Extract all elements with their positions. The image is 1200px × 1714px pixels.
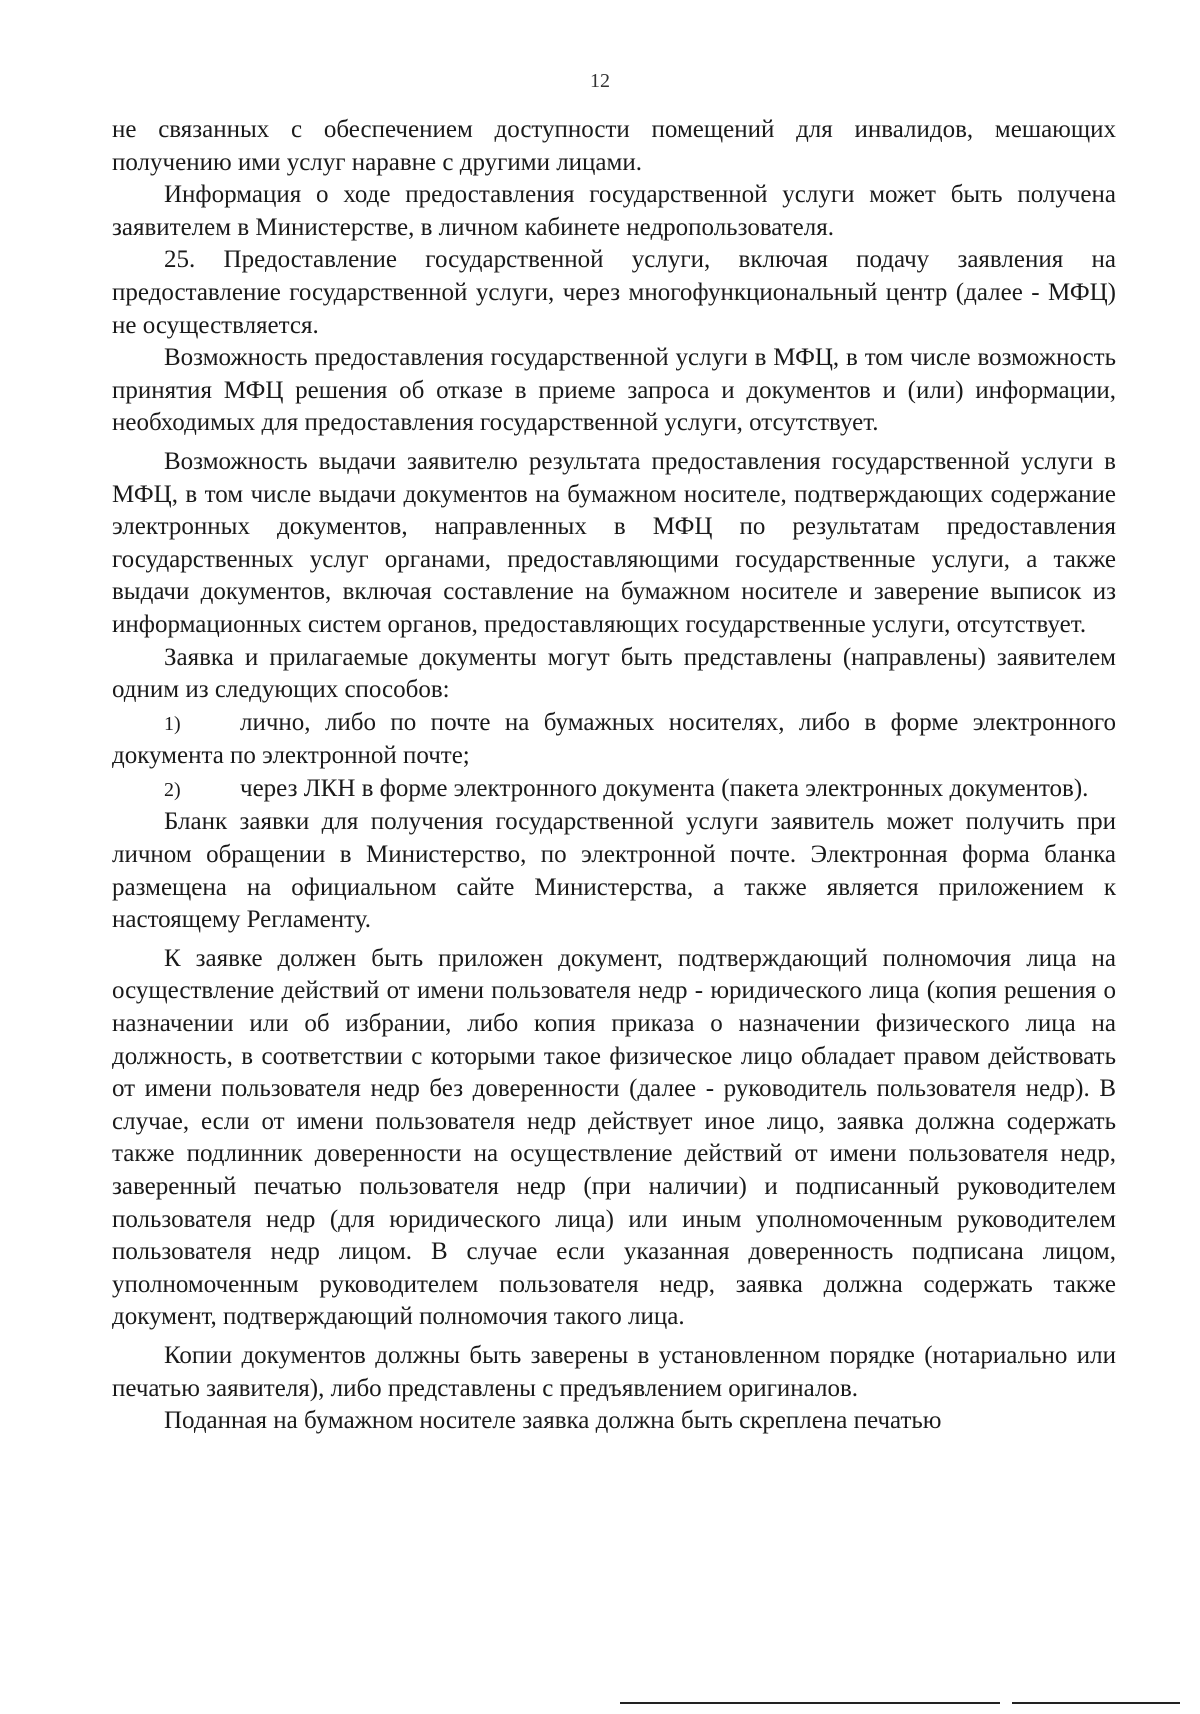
paragraph-continuation: не связанных с обеспечением доступности помещений для инвалидов, мешающих получению ими услуг наравне с другими лицами.	[112, 116, 1116, 176]
list-item-text: лично, либо по почте на бумажных носителях, либо в форме электронного документа по электронной почте;	[112, 708, 1116, 770]
paragraph-mfc-result-issuance: Возможность выдачи заявителю результата предоставления государственной услуги в МФЦ, в том числе выдачи документов на бумажном носителе, подтверждающих содержание электронных документов, направленных в МФЦ по результатам предоставления государственных услуг органами, предоставляющими государственные услуги, а также выдачи документов, включая составление на бумажном носителе и заверение выписок из информационных систем органов, предоставляющих государственные услуги, отсутствует.	[112, 447, 1116, 638]
document-body	[112, 114, 1116, 1438]
paragraph-document-copies: Копии документов должны быть заверены в установленном порядке (нотариально или печатью заявителя), либо представлены с предъявлением оригиналов.	[112, 1341, 1116, 1402]
list-item	[112, 773, 1116, 807]
paragraph-mfc-service-possibility: Возможность предоставления государственной услуги в МФЦ, в том числе возможность принятия МФЦ решения об отказе в приеме запроса и документов и (или) информации, необходимых для предоставления государственной услуги, отсутствует.	[112, 344, 1116, 437]
paragraph-service-progress-info: Информация о ходе предоставления государственной услуги может быть получена заявителем в Министерстве, в личном кабинете недропользователя.	[112, 181, 1116, 241]
paragraph-submission-methods: Заявка и прилагаемые документы могут быть представлены (направлены) заявителем одним из следующих способов:	[112, 643, 1116, 704]
paragraph-authority-document: К заявке должен быть приложен документ, подтверждающий полномочия лица на осуществление действий от имени пользователя недр - юридического лица (копия решения о назначении или об избрании, либо копия приказа о назначении физического лица на должность, в соответствии с которыми такое физическое лицо обладает правом действовать от имени пользователя недр без доверенности (далее - руководитель пользователя недр). В случае, если от имени пользователя недр действует иное лицо, заявка должна содержать также подлинник доверенности на осуществление действий от имени пользователя недр, заверенный печатью пользователя недр (при наличии) и подписанный руководителем пользователя недр (для юридического лица) или иным уполномоченным руководителем пользователя недр лицом. В случае если указанная доверенность подписана лицом, уполномоченным руководителем пользователя недр, заявка должна содержать также документ, подтверждающий полномочия такого лица.	[112, 944, 1116, 1331]
paragraph-application-form: Бланк заявки для получения государственной услуги заявитель может получить при личном обращении в Министерство, по электронной почте. Электронная форма бланка размещена на официальном сайте Министерства, а также является приложением к настоящему Регламенту.	[112, 808, 1116, 934]
footer-line	[620, 1702, 1000, 1704]
list-item	[112, 707, 1116, 773]
paragraph-paper-application-seal: Поданная на бумажном носителе заявка должна быть скреплена печатью	[164, 1407, 942, 1435]
list-item-text: через ЛКН в форме электронного документа (пакета электронных документов).	[240, 774, 1089, 802]
footer-line	[1012, 1702, 1180, 1704]
paragraph-25-mfc: 25. Предоставление государственной услуги, включая подачу заявления на предоставление государственной услуги, через многофункциональный центр (далее - МФЦ) не осуществляется.	[112, 246, 1116, 339]
footer-rule	[620, 1702, 1180, 1706]
list-item-number: 1)	[164, 712, 181, 735]
page-number: 12	[590, 70, 610, 92]
list-item-number: 2)	[164, 778, 181, 801]
